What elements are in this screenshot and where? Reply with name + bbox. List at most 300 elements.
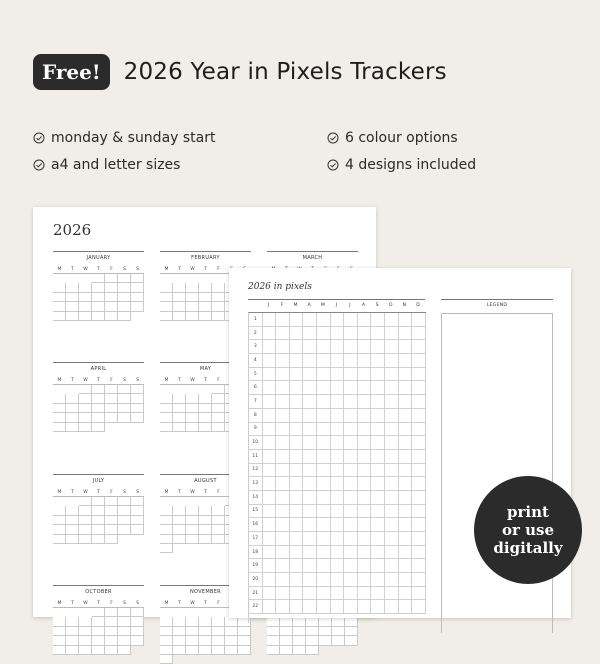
empty-cell [160, 497, 173, 506]
page-title: 2026 Year in Pixels Trackers [123, 59, 447, 85]
day-cell [66, 617, 79, 626]
day-cell [131, 627, 144, 636]
month-letter: O [388, 303, 393, 308]
pixel-cell [412, 464, 426, 478]
empty-cell [173, 385, 186, 394]
weekday-label: T [204, 600, 207, 606]
day-cell [92, 302, 105, 311]
pixel-cell [263, 505, 277, 519]
pixel-cell [344, 381, 358, 395]
day-cell [66, 535, 79, 544]
day-cell [238, 636, 251, 645]
pixel-cell [317, 450, 331, 464]
day-cell [105, 293, 118, 302]
pixel-cell [263, 518, 277, 532]
pixel-cell [371, 340, 385, 354]
day-cell [118, 636, 131, 645]
pixel-cell [399, 491, 413, 505]
weekday-label: F [110, 266, 113, 272]
weekday-label: T [97, 266, 100, 272]
pixel-cell [276, 546, 290, 560]
pixel-cell [276, 327, 290, 341]
weekday-label: W [83, 489, 88, 495]
day-cell [131, 525, 144, 534]
month-block [53, 362, 144, 432]
pixel-cell [358, 313, 372, 327]
day-cell [118, 413, 131, 422]
day-cell [332, 636, 345, 645]
day-cell [160, 283, 173, 292]
pixel-cell [263, 573, 277, 587]
pixel-grid [248, 312, 426, 623]
pixel-cell [344, 340, 358, 354]
pixel-cell [290, 587, 304, 601]
pixels-title: 2026 in pixels [248, 282, 312, 292]
empty-cell [53, 385, 66, 394]
empty-cell [186, 274, 199, 283]
pixel-cell [263, 423, 277, 437]
empty-cell [212, 544, 225, 553]
day-cell [293, 636, 306, 645]
pixel-cell [399, 313, 413, 327]
pixel-cell [331, 491, 345, 505]
pixel-cell [331, 518, 345, 532]
empty-cell [199, 497, 212, 506]
day-cell [105, 646, 118, 655]
pixel-cell [331, 477, 345, 491]
weekday-label: T [71, 600, 74, 606]
weekday-label: W [190, 266, 195, 272]
feature-item [327, 130, 458, 146]
empty-cell [186, 608, 199, 617]
weekday-label: M [164, 377, 169, 383]
day-cell [186, 283, 199, 292]
pixel-cell [358, 381, 372, 395]
weekday-label: S [123, 377, 126, 383]
day-cell [186, 413, 199, 422]
pixel-cell [344, 450, 358, 464]
day-cell [92, 617, 105, 626]
day-cell [238, 646, 251, 655]
month-grid [53, 607, 144, 655]
weekday-label: T [97, 600, 100, 606]
pixel-cell [412, 450, 426, 464]
day-number: 18 [249, 546, 263, 560]
day-cell [186, 617, 199, 626]
month-grid [53, 384, 144, 432]
pixel-cell [412, 518, 426, 532]
pixel-cell [344, 505, 358, 519]
day-cell [53, 506, 66, 515]
month-letter: N [402, 303, 407, 308]
weekday-label: T [204, 266, 207, 272]
empty-cell [131, 646, 144, 655]
day-cell [280, 636, 293, 645]
day-cell [66, 423, 79, 432]
day-cell [212, 302, 225, 311]
pixel-cell [399, 450, 413, 464]
pixel-cell [331, 368, 345, 382]
month-name: MARCH [267, 251, 358, 263]
weekday-label: F [217, 377, 220, 383]
pixel-cell [344, 313, 358, 327]
empty-cell [225, 655, 238, 664]
day-cell [173, 617, 186, 626]
pixel-cell [412, 559, 426, 573]
pixel-cell [263, 546, 277, 560]
empty-cell [131, 423, 144, 432]
weekday-label: S [136, 377, 139, 383]
day-cell [79, 283, 92, 292]
day-number: 21 [249, 587, 263, 601]
pixel-cell [331, 313, 345, 327]
badge-line: digitally [493, 539, 563, 557]
pixel-cell [385, 546, 399, 560]
pixel-cell [399, 505, 413, 519]
print-or-use-digitally-badge [474, 476, 582, 584]
day-cell [173, 302, 186, 311]
pixel-cell [290, 559, 304, 573]
badge-line: or use [501, 521, 554, 539]
day-cell [118, 506, 131, 515]
day-cell [66, 516, 79, 525]
day-number: 7 [249, 395, 263, 409]
day-cell [160, 655, 173, 664]
day-cell [118, 394, 131, 403]
pixel-cell [358, 436, 372, 450]
day-cell [319, 636, 332, 645]
day-cell [118, 516, 131, 525]
day-cell [160, 636, 173, 645]
check-circle-icon [33, 132, 45, 144]
pixel-cell [263, 327, 277, 341]
day-cell [79, 506, 92, 515]
month-name: MAY [160, 362, 251, 374]
weekday-label: W [83, 266, 88, 272]
pixel-cell [317, 381, 331, 395]
day-cell [53, 535, 66, 544]
month-letter: F [280, 303, 284, 308]
pixel-cell [317, 491, 331, 505]
day-cell [118, 293, 131, 302]
day-cell [267, 627, 280, 636]
day-cell [306, 636, 319, 645]
day-cell [186, 516, 199, 525]
pixel-cell [358, 546, 372, 560]
empty-cell [212, 497, 225, 506]
day-cell [332, 627, 345, 636]
pixel-cell [303, 505, 317, 519]
pixel-cell [276, 559, 290, 573]
pixel-cell [331, 450, 345, 464]
pixel-cell [290, 354, 304, 368]
legend-label: LEGEND [486, 303, 508, 308]
pixel-cell [412, 423, 426, 437]
day-cell [199, 413, 212, 422]
day-cell [92, 646, 105, 655]
day-cell [79, 385, 92, 394]
day-cell [199, 394, 212, 403]
weekday-label: T [178, 266, 181, 272]
day-number: 11 [249, 450, 263, 464]
pixel-cell [385, 327, 399, 341]
pixel-cell [276, 354, 290, 368]
pixel-cell [412, 340, 426, 354]
pixel-cell [317, 464, 331, 478]
day-cell [105, 274, 118, 283]
pixel-cell [371, 464, 385, 478]
pixel-cell [358, 423, 372, 437]
day-cell [79, 293, 92, 302]
day-cell [66, 627, 79, 636]
empty-cell [160, 274, 173, 283]
pixel-cell [331, 600, 345, 614]
feature-label: monday & sunday start [51, 130, 216, 146]
weekday-label: F [217, 489, 220, 495]
weekday-label: T [204, 377, 207, 383]
pixel-cell [331, 423, 345, 437]
pixel-cell [317, 313, 331, 327]
day-number: 22 [249, 600, 263, 614]
pixel-cell [344, 559, 358, 573]
day-cell [160, 516, 173, 525]
pixel-cell [344, 600, 358, 614]
pixel-cell [412, 313, 426, 327]
empty-cell [53, 274, 66, 283]
weekday-label: T [204, 489, 207, 495]
month-name: AUGUST [160, 474, 251, 486]
pixel-cell [358, 450, 372, 464]
pixel-cell [276, 505, 290, 519]
pixel-cell [344, 573, 358, 587]
day-cell [280, 646, 293, 655]
weekday-header [53, 265, 144, 273]
day-cell [53, 293, 66, 302]
pixel-cell [263, 587, 277, 601]
day-cell [131, 506, 144, 515]
pixel-cell [385, 409, 399, 423]
day-number: 13 [249, 477, 263, 491]
pixel-cell [399, 477, 413, 491]
pixel-cell [358, 532, 372, 546]
empty-cell [66, 497, 79, 506]
day-cell [53, 525, 66, 534]
pixel-cell [385, 354, 399, 368]
pixel-cell [303, 450, 317, 464]
day-cell [53, 302, 66, 311]
day-cell [131, 636, 144, 645]
pixel-cell [317, 436, 331, 450]
pixel-cell [412, 600, 426, 614]
pixel-cell [290, 395, 304, 409]
day-cell [105, 535, 118, 544]
day-cell [186, 302, 199, 311]
pixel-cell [371, 313, 385, 327]
pixel-cell [290, 381, 304, 395]
day-cell [105, 627, 118, 636]
empty-cell [186, 544, 199, 553]
day-number: 3 [249, 340, 263, 354]
pixel-cell [276, 381, 290, 395]
day-cell [225, 627, 238, 636]
pixel-cell [331, 395, 345, 409]
day-cell [118, 497, 131, 506]
day-cell [53, 627, 66, 636]
pixel-cell [276, 464, 290, 478]
day-cell [225, 636, 238, 645]
day-cell [66, 283, 79, 292]
pixel-cell [263, 464, 277, 478]
pixel-cell [290, 464, 304, 478]
day-cell [131, 385, 144, 394]
month-letter: M [293, 303, 298, 308]
day-cell [212, 423, 225, 432]
empty-cell [160, 608, 173, 617]
day-cell [212, 627, 225, 636]
pixel-cell [317, 395, 331, 409]
day-cell [212, 312, 225, 321]
pixel-cell [276, 518, 290, 532]
pixel-cell [412, 436, 426, 450]
day-cell [66, 525, 79, 534]
day-cell [293, 646, 306, 655]
day-cell [131, 617, 144, 626]
badge-line: print [507, 503, 549, 521]
weekday-label: F [217, 266, 220, 272]
day-cell [53, 283, 66, 292]
day-cell [199, 525, 212, 534]
day-cell [212, 617, 225, 626]
pixel-cell [371, 395, 385, 409]
pixel-cell [331, 354, 345, 368]
day-cell [79, 525, 92, 534]
pixel-cell [290, 423, 304, 437]
day-cell [186, 394, 199, 403]
pixel-cell [412, 395, 426, 409]
pixel-cell [303, 600, 317, 614]
day-cell [79, 302, 92, 311]
day-cell [186, 646, 199, 655]
empty-cell [118, 423, 131, 432]
weekday-label: M [164, 266, 169, 272]
pixel-cell [290, 477, 304, 491]
weekday-label: T [178, 489, 181, 495]
day-cell [92, 293, 105, 302]
day-cell [160, 312, 173, 321]
day-cell [199, 617, 212, 626]
pixel-cell [263, 409, 277, 423]
day-cell [92, 413, 105, 422]
empty-cell [131, 535, 144, 544]
day-cell [160, 404, 173, 413]
empty-cell [118, 535, 131, 544]
weekday-label: W [83, 600, 88, 606]
feature-label: 4 designs included [345, 157, 477, 173]
day-cell [79, 516, 92, 525]
day-cell [238, 627, 251, 636]
pixel-cell [331, 546, 345, 560]
day-cell [173, 627, 186, 636]
day-cell [212, 525, 225, 534]
pixel-cell [399, 573, 413, 587]
pixel-cell [399, 436, 413, 450]
pixel-cell [276, 573, 290, 587]
pixel-cell [303, 409, 317, 423]
weekday-label: M [57, 266, 62, 272]
pixel-cell [331, 505, 345, 519]
pixel-cell [371, 368, 385, 382]
month-block [53, 585, 144, 655]
pixel-cell [412, 587, 426, 601]
pixel-cell [317, 477, 331, 491]
pixel-cell [385, 518, 399, 532]
day-cell [131, 394, 144, 403]
day-cell [66, 404, 79, 413]
pixel-cell [344, 532, 358, 546]
weekday-label: T [71, 489, 74, 495]
empty-cell [212, 655, 225, 664]
pixel-cell [385, 450, 399, 464]
day-cell [173, 404, 186, 413]
day-cell [118, 283, 131, 292]
pixel-cell [331, 464, 345, 478]
weekday-label: S [136, 266, 139, 272]
day-cell [105, 516, 118, 525]
day-cell [160, 617, 173, 626]
weekday-label: F [110, 600, 113, 606]
empty-cell [199, 608, 212, 617]
pixel-cell [371, 532, 385, 546]
check-circle-icon [33, 159, 45, 171]
pixel-cell [263, 368, 277, 382]
day-number: 16 [249, 518, 263, 532]
pixel-cell [371, 450, 385, 464]
day-cell [66, 394, 79, 403]
weekday-label: T [178, 377, 181, 383]
day-cell [199, 302, 212, 311]
pixel-cell [344, 518, 358, 532]
pixel-cell [385, 340, 399, 354]
day-cell [131, 293, 144, 302]
day-number: 10 [249, 436, 263, 450]
pixel-cell [303, 368, 317, 382]
weekday-label: F [217, 600, 220, 606]
feature-item [33, 157, 180, 173]
weekday-header [53, 376, 144, 384]
day-cell [319, 627, 332, 636]
day-cell [118, 646, 131, 655]
pixel-cell [303, 573, 317, 587]
pixel-cell [317, 327, 331, 341]
day-cell [105, 302, 118, 311]
weekday-label: M [164, 600, 169, 606]
day-cell [92, 506, 105, 515]
pixel-cell [344, 395, 358, 409]
day-cell [92, 535, 105, 544]
day-number: 1 [249, 313, 263, 327]
pixel-cell [276, 532, 290, 546]
empty-cell [79, 274, 92, 283]
day-number: 12 [249, 464, 263, 478]
month-letter: M [320, 303, 325, 308]
feature-item [327, 157, 476, 173]
day-cell [212, 506, 225, 515]
pixel-cell [371, 491, 385, 505]
day-cell [118, 525, 131, 534]
day-cell [92, 525, 105, 534]
pixel-cell [344, 436, 358, 450]
empty-cell [186, 385, 199, 394]
